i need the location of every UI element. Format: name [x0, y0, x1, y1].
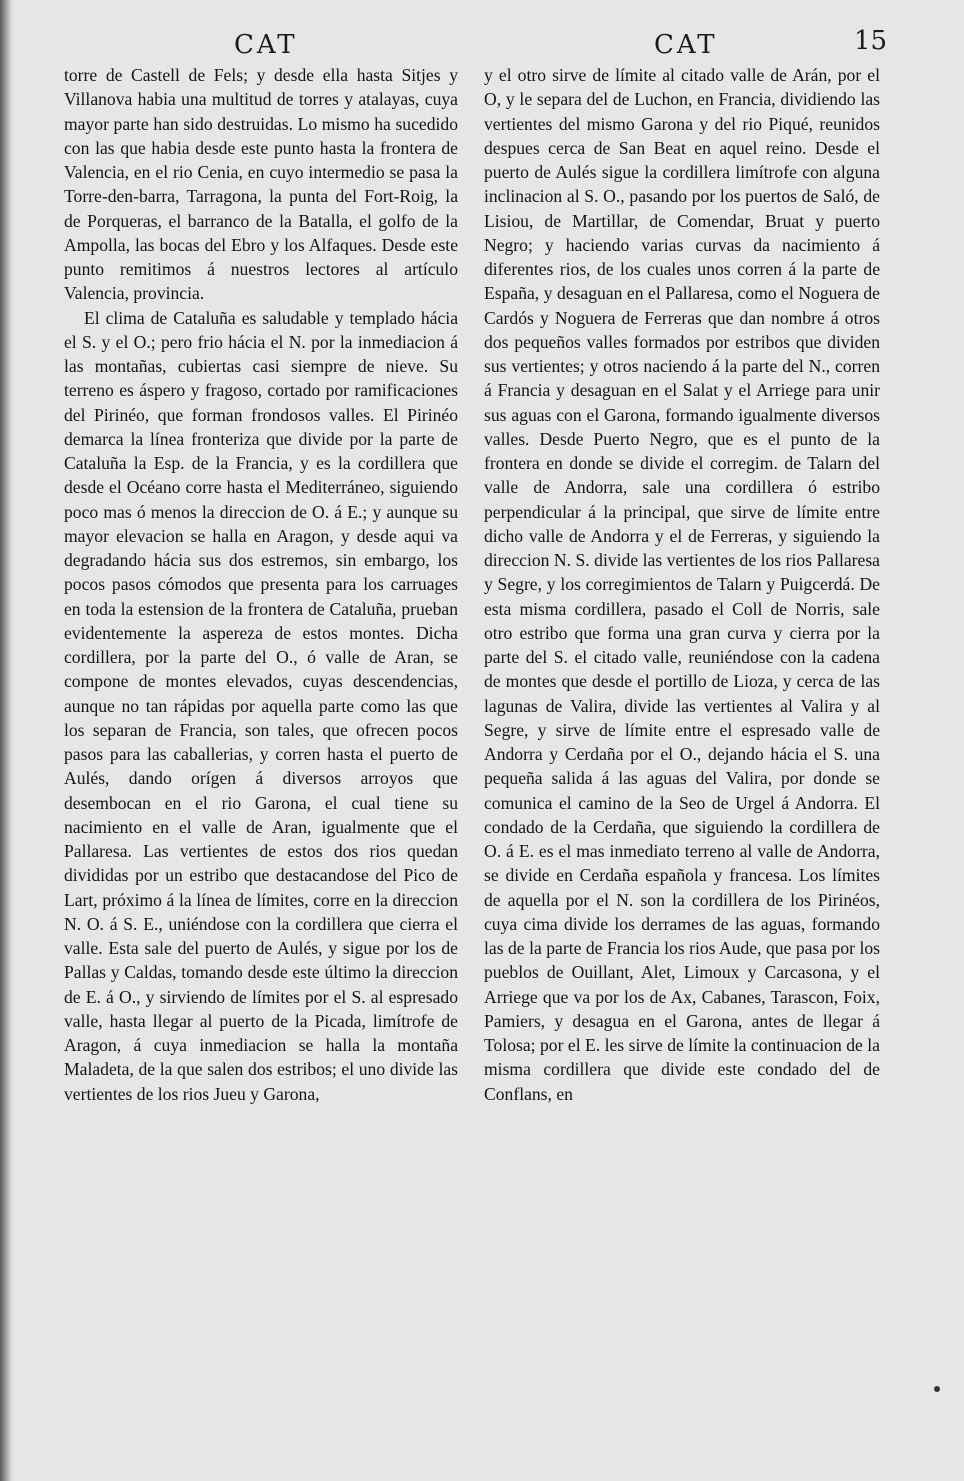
- paragraph: torre de Castell de Fels; y desde ella hasta Sitjes y Villanova habia una multitud de torres y atalayas, cuya mayor parte han sido destruidas. Lo mismo ha sucedido con las que habia desde este punto hasta la frontera de Valencia, en el rio Cenia, en cuyo intermedio se pasa la Torre-den-barra, Tarragona, la punta del Fort-Roig, la de Porqueras, el barranco de la Batalla, el golfo de la Ampolla, las bocas del Ebro y los Alfaques. Desde este punto remitimos á nuestros lectores al artículo Valencia, provincia.: [64, 65, 458, 304]
- page-number: 15: [854, 26, 888, 56]
- running-head-right: CAT: [654, 30, 718, 60]
- running-head-left: CAT: [234, 30, 298, 60]
- paragraph: y el otro sirve de límite al citado valle de Arán, por el O, y le separa del de Luchon, en Francia, dividiendo las vertientes del mismo Garona y del rio Piqué, reunidos despues cerca de San Beat en aquel reino. Desde el puerto de Aulés sigue la cordillera limítrofe con alguna inclinacion al S. O., pasando por los puertos de Saló, de Lisiou, de Martillar, de Comendar, Bruat y puerto Negro; y haciendo varias curvas da nacimiento á diferentes rios, de los cuales unos corren á la parte de España, y desaguan en el Pallaresa, como el Noguera de Cardós y Noguera de Ferreras que dan nombre á otros dos pequeños valles formados por estribos que dividen sus vertientes; y otros naciendo á la parte del N., corren á Francia y desaguan en el Salat y el Arriege para unir sus aguas con el Garona, formando igualmente diversos valles. Desde Puerto Negro, que es el punto de la frontera en donde se divide el corregim. de Talarn del valle de Andorra, sale una cordillera ó estribo perpendicular á la principal, que sirve de límite entre dicho valle de Andorra y el de Ferreras, y siguiendo la direccion N. S. divide las vertientes de los rios Pallaresa y Segre, y los corregimientos de Talarn y Puigcerdá. De esta misma cordillera, pasado el Coll de Norris, sale otro estribo que forma una gran curva y cierra por la parte del S. el citado valle, reuniéndose con la cadena de montes que desde el portillo de Lioza, y cerca de las lagunas de Valira, divide las vertientes al Valira y al Segre, y sirve de límite entre el espresado valle de Andorra y Cerdaña por el O., dejando hácia el S. una pequeña salida á las aguas del Valira, por donde se comunica el camino de la Seo de Urgel á Andorra. El condado de la Cerdaña, que siguiendo la cordillera de O. á E. es el mas inmediato terreno al valle de Andorra, se divide en Cerdaña española y francesa. Los límites de aquella por el N. son la cordillera de los Pirinéos, cuya cima divide los derrames de las aguas, formando las de la parte de Francia los rios Aude, que pasa por los pueblos de Ouillant, Alet, Limoux y Carcasona, y el Arriege que va por los de Ax, Cabanes, Tarascon, Foix, Pamiers, y desagua en el Garona, antes de llegar á Tolosa; por el E. les sirve de límite la continuacion de la misma cordillera que divide este condado del de Conflans, en: [484, 65, 880, 1104]
- ink-speck: [934, 1386, 940, 1392]
- left-text-column: [64, 63, 458, 1106]
- right-text-column: [484, 63, 880, 1106]
- paragraph: El clima de Cataluña es saludable y templado hácia el S. y el O.; pero frio hácia el N. por la inmediacion á las montañas, cubiertas casi siempre de nieve. Su terreno es áspero y fragoso, cortado por ramificaciones del Pirinéo, que forman frondosos valles. El Pirinéo demarca la línea fronteriza que divide por la parte de Cataluña la Esp. de la Francia, y es la cordillera que desde el Océano corre hasta el Mediterráneo, siguiendo poco mas ó menos la direccion de O. á E.; y aunque su mayor elevacion se halla en Aragon, y desde aqui va degradando hácia sus dos estremos, sin embargo, los pocos pasos cómodos que presenta para los carruages en toda la estension de la frontera de Cataluña, prueban evidentemente la aspereza de estos montes. Dicha cordillera, por la parte del O., ó valle de Aran, se compone de montes elevados, cuyas descendencias, aunque no tan rápidas por aquella parte como las que los separan de Francia, son tales, que ofrecen pocos pasos para las caballerias, y corren hasta el puerto de Aulés, dando orígen á diversos arroyos que desembocan en el rio Garona, el cual tiene su nacimiento en el valle de Aran, igualmente que el Pallaresa. Las vertientes de estos dos rios quedan divididas por un estribo que destacandose del Pico de Lart, próximo á la línea de límites, corre en la direccion N. O. á S. E., uniéndose con la cordillera que cierra el valle. Esta sale del puerto de Aulés, y sigue por los de Pallas y Caldas, tomando desde este último la direccion de E. á O., y sirviendo de límites por el S. al espresado valle, hasta llegar al puerto de la Picada, limítrofe de Aragon, á cuya inmediacion se halla la montaña Maladeta, de la que salen dos estribos; el uno divide las vertientes de los rios Jueu y Garona,: [64, 307, 458, 1104]
- scan-shadow-edge: [0, 0, 14, 1481]
